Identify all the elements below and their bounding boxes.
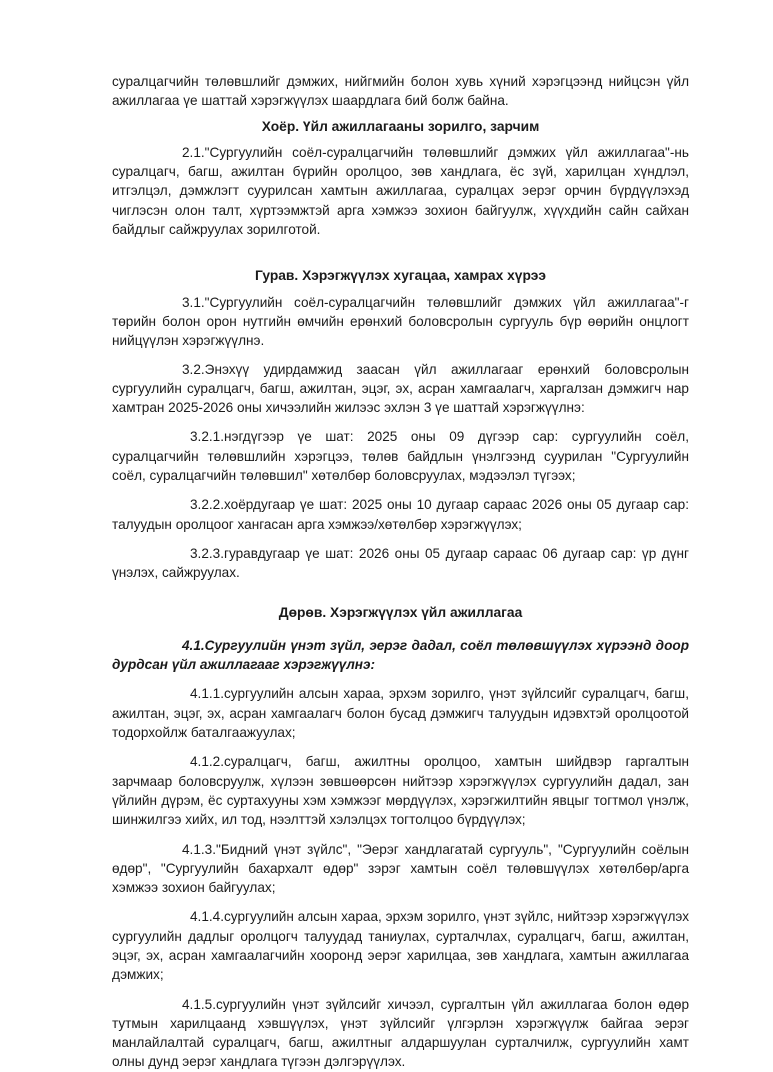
- paragraph-4-1-2: 4.1.2.суралцагч, багш, ажилтны оролцоо, хамтын шийдвэр гаргалтын зарчмаар боловсруулж, хүлээн зөвшөөрсөн нийтээр хэрэгжүүлэх сургуулийн дадал, зан үйлийн дүрэм, ёс суртахууны хэм хэмжээг мөрдүүлэх, хэрэгжилтийн явцыг тогтмол үнэлж, шинжилгээ хийх, ил тод, нээлттэй хэлэлцэх тогтолцоо бүрдүүлэх;: [112, 754, 689, 828]
- paragraph-4-1-5: 4.1.5.сургуулийн үнэт зүйлсийг хичээл, сургалтын үйл ажиллагаа болон өдөр тутмын харилцаанд хэвшүүлэх, үнэт зүйлсийг үлгэрлэн хэрэгжүүлж байгаа эерэг манлайлалтай суралцагч, багш, ажилтныг алдаршуулан сурталчилж, сургуулийн хамт олны дунд эерэг хандлага түгээн дэлгэрүүлэх.: [112, 996, 689, 1070]
- section-4-heading: Дөрөв. Хэрэгжүүлэх үйл ажиллагаа: [278, 604, 523, 620]
- paragraph-4-1-3: 4.1.3."Бидний үнэт зүйлс", "Эерэг хандлагатай сургууль", "Сургуулийн соёлын өдөр", "Сургуулийн бахархалт өдөр" зэрэг хамтын соёл төлөвшүүлэх хөтөлбөр/арга хэмжээ зохион байгуулах;: [112, 841, 689, 896]
- paragraph-3-2-1: 3.2.1.нэгдүгээр үе шат: 2025 оны 09 дүгээр сар: сургуулийн соёл, суралцагчийн төлөвшлийн хэрэгцээ, төлөв байдлын үнэлгээнд суурилан "Сургуулийн соёл, суралцагчийн төлөвшил" хөтөлбөр боловсруулах, мэдээлэл түгээх;: [112, 429, 689, 484]
- paragraph-3-2-2: 3.2.2.хоёрдугаар үе шат: 2025 оны 10 дугаар сараас 2026 оны 05 дугаар сар: талуудын оролцоог хангасан арга хэмжээ/хөтөлбөр хэрэгжүүлэх;: [112, 497, 689, 532]
- paragraph-4-1: 4.1.Сургуулийн үнэт зүйл, эерэг дадал, соёл төлөвшүүлэх хүрээнд доор дурдсан үйл ажиллагааг хэрэгжүүлнэ:: [112, 637, 689, 673]
- section-2-heading: Хоёр. Үйл ажиллагааны зорилго, зарчим: [261, 118, 540, 134]
- paragraph-3-2: 3.2.Энэхүү удирдамжид заасан үйл ажиллагааг ерөнхий боловсролын сургуулийн суралцагч, багш, ажилтан, эцэг, эх, асран хамгаалагч, харгалзан дэмжигч нар хамтран 2025-2026 оны хичээлийн жилээс эхлэн 3 үе шаттай хэрэгжүүлнэ:: [112, 361, 689, 416]
- paragraph-3-1: 3.1."Сургуулийн соёл-суралцагчийн төлөвшлийг дэмжих үйл ажиллагаа"-г төрийн болон орон нутгийн өмчийн ерөнхий боловсролын сургууль бүр өөрийн онцлогт нийцүүлэн хэрэгжүүлнэ.: [112, 294, 689, 349]
- intro-paragraph: суралцагчийн төлөвшлийг дэмжих, нийгмийн болон хувь хүний хэрэгцээнд нийцсэн үйл ажиллагаа үе шаттай хэрэгжүүлэх шаардлага бий болж байна.: [112, 74, 689, 109]
- paragraph-3-2-3: 3.2.3.гуравдугаар үе шат: 2026 оны 05 дугаар сараас 06 дугаар сар: үр дүнг үнэлэх, сайжруулах.: [112, 545, 689, 581]
- paragraph-4-1-1: 4.1.1.сургуулийн алсын хараа, эрхэм зорилго, үнэт зүйлсийг суралцагч, багш, ажилтан, эцэг, эх, асран хамгаалагч болон бусад дэмжигч талуудын идэвхтэй оролцоотой тодорхойлж баталгаажуулах;: [112, 686, 689, 741]
- section-3-heading: Гурав. Хэрэгжүүлэх хугацаа, хамрах хүрээ: [255, 268, 546, 284]
- paragraph-4-1-4: 4.1.4.сургуулийн алсын хараа, эрхэм зорилго, үнэт зүйлс, нийтээр хэрэгжүүлэх сургуулийн дадлыг оролцогч талуудад таниулах, сурталчлах, суралцагч, багш, ажилтан, эцэг, эх, асран хамгаалагчийн хооронд эерэг харилцаа, зөв хандлага, хамтын ажиллагаа дэмжих;: [112, 909, 689, 983]
- paragraph-2-1: 2.1."Сургуулийн соёл-суралцагчийн төлөвшлийг дэмжих үйл ажиллагаа"-нь суралцагч, багш, ажилтан бүрийн оролцоо, зөв хандлага, ёс зүй, харилцан хүндлэл, итгэлцэл, дэмжлэгт суурилсан хамтын ажиллагаа, суралцах эерэг орчин бүрдүүлэхэд чиглэсэн олон талт, хүртээмжтэй арга хэмжээ зохион байгуулж, хүүхдийн сайн сайхан байдлыг сайжруулах зорилготой.: [112, 144, 689, 238]
